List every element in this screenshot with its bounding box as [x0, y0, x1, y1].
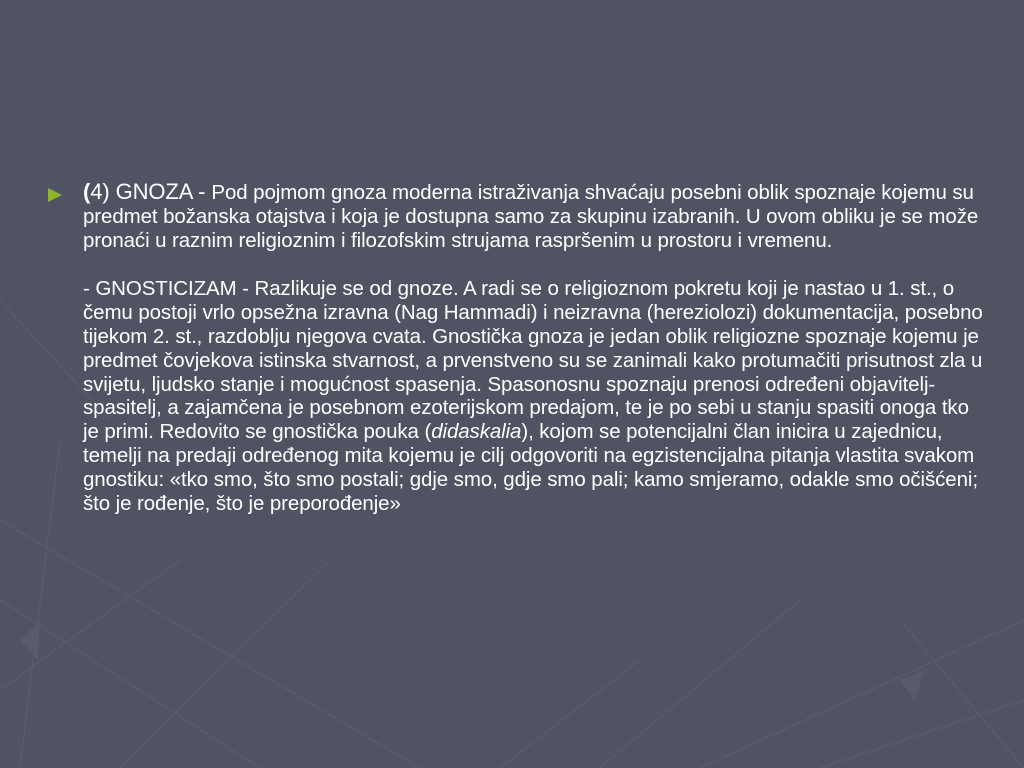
triangle-right-icon [46, 186, 64, 204]
lead-paren: ( [83, 179, 91, 204]
gnoza-body: Pod pojmom gnoza moderna istraživanja shvaćaju posebni oblik spoznaje kojemu su predmet božanska otajstva i koja je dostupna samo za skupinu izabranih. U ovom obliku je se može pronaći u raznim religioznim i filozofskim strujama raspršenim u prostoru i vremenu. [83, 181, 979, 252]
bullet-text [83, 180, 983, 515]
paragraph-gnosticizam [83, 277, 983, 515]
paragraph-gnoza [83, 180, 983, 252]
gnosticizam-text-part1: - GNOSTICIZAM - Razlikuje se od gnoze. A radi se o religioznom pokretu koji je nastao u 1. st., o čemu postoji vrlo opsežna izravna (Nag Hammadi) i neizravna (hereziolozi) dokumentacija, posebno tijekom 2. st., razdoblju njegova cvata. Gnostička gnoza je jedan oblik religiozne spoznaje kojemu je predmet čovjekova istinska stvarnost, a prvenstveno su se zanimali kako protumačiti prisutnost zla u svijetu, ljudsko stanje i mogućnost spasenja. Spasonosnu spoznaju prenosi određeni objavitelj-spasitelj, a zajamčena je posebnom ezoterijskom predajom, te je po sebi u stanju spasiti onoga tko je primi. Redovito se gnostička pouka ( [83, 277, 983, 444]
gnosticizam-italic-term: didaskalia [431, 420, 522, 444]
gnosticizam-text-part2: ), kojom se potencijalni član inicira u zajednicu, temelji na predaji određenog mita kojemu je cilj odgovoriti na egzistencijalna pitanja vlastita svakom gnostiku: «tko smo, što smo postali; gdje smo, gdje smo pali; kamo smjeramo, odakle smo očišćeni; što je rođenje, što je preporođenje» [83, 420, 978, 515]
heading-gnoza: 4) GNOZA - [90, 179, 212, 204]
